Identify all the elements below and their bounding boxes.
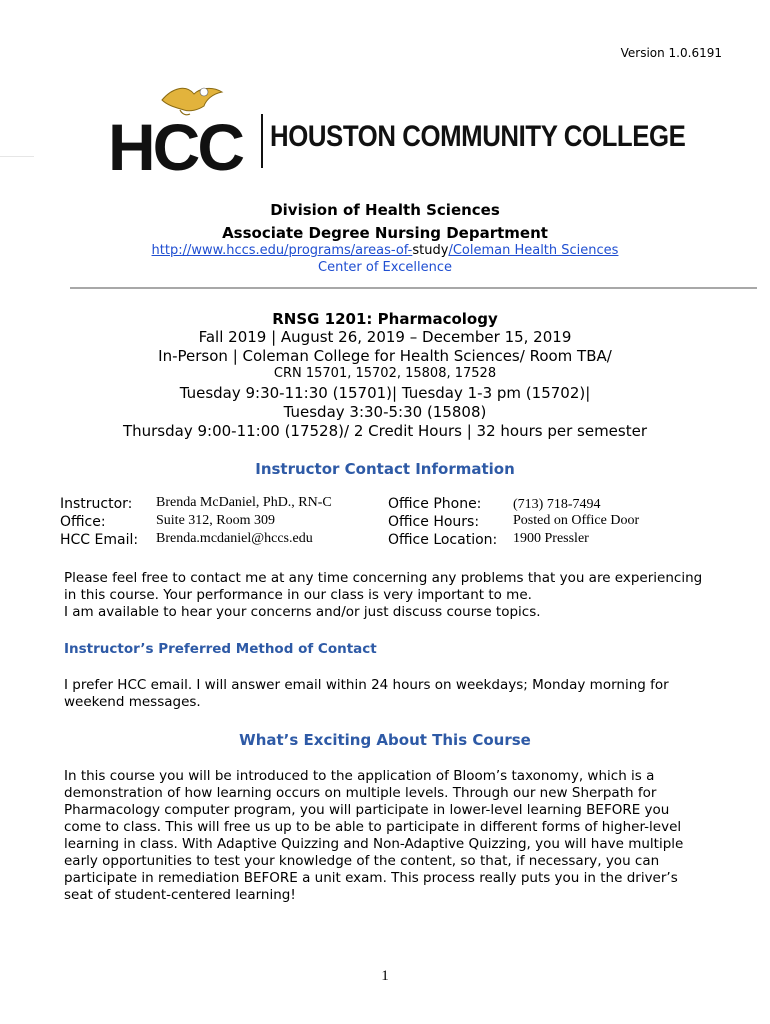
hours-label: Office Hours: bbox=[388, 514, 480, 530]
office-label: Office: bbox=[60, 514, 106, 530]
instructor-label: Instructor: bbox=[60, 496, 133, 512]
phone-value: (713) 718-7494 bbox=[513, 497, 601, 512]
department-title: Associate Degree Nursing Department bbox=[222, 224, 548, 242]
page-edge-mark bbox=[0, 156, 34, 157]
divider bbox=[70, 287, 757, 289]
location-value: 1900 Pressler bbox=[513, 531, 589, 546]
contact-heading: Instructor Contact Information bbox=[255, 460, 515, 478]
intro-line-2: in this course. Your performance in our class is very important to me. bbox=[64, 587, 532, 603]
svg-text:HCC: HCC bbox=[108, 110, 242, 176]
course-location: In-Person | Coleman College for Health Sciences/ Room TBA/ bbox=[158, 347, 612, 365]
page-number: 1 bbox=[381, 968, 389, 984]
course-crn: CRN 15701, 15702, 15808, 17528 bbox=[273, 366, 497, 381]
program-link-part1[interactable]: http://www.hccs.edu/programs/areas-of- bbox=[151, 243, 413, 258]
program-link-part3[interactable]: /Coleman Health Sciences bbox=[448, 243, 619, 258]
exciting-line: come to class. This will free us up to be able to participate in different forms of higher-level bbox=[64, 819, 682, 835]
exciting-line: early opportunities to test your knowledge of the content, so that, if necessary, you can bbox=[64, 853, 660, 869]
instructor-value: Brenda McDaniel, PhD., RN-C bbox=[156, 495, 332, 510]
exciting-line: demonstration of how learning occurs on multiple levels. Through our new Sherpath for bbox=[64, 785, 657, 801]
course-title: RNSG 1201: Pharmacology bbox=[272, 310, 498, 328]
college-name: HOUSTON COMMUNITY COLLEGE bbox=[270, 120, 686, 153]
program-link-part2: study bbox=[412, 243, 449, 258]
exciting-paragraph bbox=[64, 768, 724, 904]
exciting-heading: What’s Exciting About This Course bbox=[239, 731, 531, 749]
exciting-line: seat of student-centered learning! bbox=[64, 887, 296, 903]
email-label: HCC Email: bbox=[60, 532, 139, 548]
course-term: Fall 2019 | August 26, 2019 – December 15, 2019 bbox=[198, 328, 572, 346]
version-label: Version 1.0.6191 bbox=[620, 46, 722, 60]
hours-value: Posted on Office Door bbox=[513, 513, 640, 528]
exciting-line: participate in remediation BEFORE a unit exam. This process really puts you in the driver’s bbox=[64, 870, 678, 886]
email-value[interactable]: Brenda.mcdaniel@hccs.edu bbox=[156, 531, 313, 546]
course-schedule-1: Tuesday 9:30-11:30 (15701)| Tuesday 1-3 pm (15702)| bbox=[179, 384, 591, 402]
office-value: Suite 312, Room 309 bbox=[156, 513, 276, 528]
program-link-line2[interactable]: Center of Excellence bbox=[318, 260, 452, 275]
intro-paragraph bbox=[64, 570, 724, 621]
preferred-line-2: weekend messages. bbox=[64, 694, 201, 710]
preferred-paragraph bbox=[64, 677, 724, 711]
intro-line-1: Please feel free to contact me at any time concerning any problems that you are experiencing bbox=[64, 570, 703, 586]
program-link[interactable] bbox=[0, 243, 770, 258]
course-schedule-3: Thursday 9:00-11:00 (17528)/ 2 Credit Hours | 32 hours per semester bbox=[122, 422, 648, 440]
phone-label: Office Phone: bbox=[388, 496, 482, 512]
division-title: Division of Health Sciences bbox=[270, 201, 500, 219]
intro-line-3: I am available to hear your concerns and/or just discuss course topics. bbox=[64, 604, 541, 620]
preferred-line-1: I prefer HCC email. I will answer email within 24 hours on weekdays; Monday morning for bbox=[64, 677, 669, 693]
course-schedule-2: Tuesday 3:30-5:30 (15808) bbox=[283, 403, 487, 421]
preferred-contact-heading: Instructor’s Preferred Method of Contact bbox=[64, 641, 377, 657]
exciting-line: learning in class. With Adaptive Quizzing and Non-Adaptive Quizzing, you will have multiple bbox=[64, 836, 684, 852]
exciting-line: Pharmacology computer program, you will participate in lower-level learning BEFORE you bbox=[64, 802, 670, 818]
location-label: Office Location: bbox=[388, 532, 498, 548]
exciting-line: In this course you will be introduced to the application of Bloom’s taxonomy, which is a bbox=[64, 768, 655, 784]
